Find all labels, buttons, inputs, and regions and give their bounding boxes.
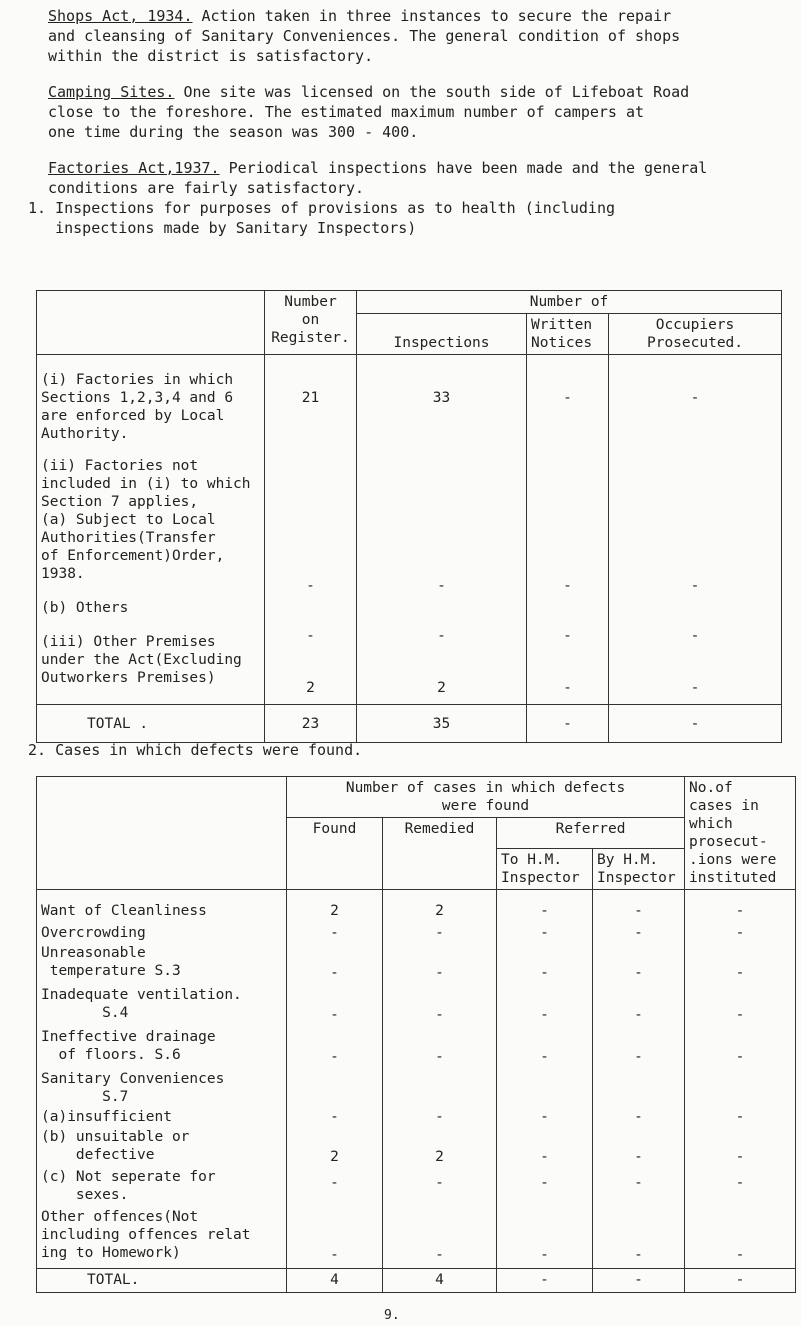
table2-cell: - — [330, 1175, 339, 1191]
table2-cell: - — [540, 903, 549, 919]
section-1-heading: 1. Inspections for purposes of provisions as to health (including inspections made by Sanitary Inspectors) — [28, 199, 615, 237]
table2-header-referred: Referred — [497, 818, 685, 849]
table1-row-labels — [37, 355, 265, 705]
table2-cell — [689, 1070, 791, 1108]
table2-total-by-hm: - — [593, 1269, 685, 1293]
table2-cell: - — [330, 925, 339, 941]
table2-cell: - — [330, 1109, 339, 1125]
table2-header-number-of-cases: Number of cases in which defects were found — [287, 777, 685, 818]
table2-cell: - — [735, 1149, 745, 1165]
table1-cell: - — [690, 628, 700, 644]
table2-cell: - — [735, 925, 745, 941]
table1-cell: - — [690, 390, 700, 406]
table1-cell: - — [437, 578, 446, 594]
table2-row-label: Other offences(Not including offences relat ing to Homework) — [41, 1209, 251, 1261]
table2-row-label: Ineffective drainage of floors. S.6 — [41, 1029, 216, 1063]
camping-sites-paragraph — [48, 82, 788, 142]
table2-row-labels — [37, 890, 287, 1269]
table1-cell: - — [563, 390, 572, 406]
table2-header-remedied: Remedied — [383, 818, 497, 890]
table2-cell: - — [330, 1049, 339, 1065]
table2-total-to-hm: - — [497, 1269, 593, 1293]
table2-header-found: Found — [287, 818, 383, 890]
table2-cell: - — [540, 1007, 549, 1023]
factories-act-paragraph — [48, 158, 788, 198]
shops-act-text: Action taken in three instances to secure the repair and cleansing of Sanitary Conveniences. The general condition of shops within the district is satisfactory. — [48, 7, 681, 65]
table2-row-label: (c) Not seperate for sexes. — [41, 1169, 216, 1203]
table2-cell: 2 — [330, 903, 339, 919]
table2-row-label: Inadequate ventilation. S.4 — [41, 987, 242, 1021]
table2-row-label: Sanitary Conveniences S.7 — [41, 1071, 225, 1105]
table1-cell: - — [690, 680, 700, 696]
table2-cell: 2 — [330, 1149, 339, 1165]
table2-row-label: Unreasonable temperature S.3 — [41, 945, 181, 979]
section-2-heading: 2. Cases in which defects were found. — [28, 741, 363, 759]
table1-row-label: (iii) Other Premises under the Act(Excluding Outworkers Premises) — [41, 634, 242, 686]
table2-row-label: Want of Cleanliness — [41, 903, 207, 919]
table1-header-register: Number on Register. — [265, 291, 357, 355]
table1-row-label: (b) Others — [41, 600, 129, 616]
table2-cell: 2 — [435, 903, 444, 919]
table2-cell: - — [735, 1109, 745, 1125]
table2-cell: - — [735, 1007, 745, 1023]
table2-cell: - — [435, 1049, 444, 1065]
table2-cell: - — [634, 925, 643, 941]
table1-header-occupiers-prosecuted: Occupiers Prosecuted. — [609, 314, 782, 355]
table2-row-label: Overcrowding — [41, 925, 146, 941]
table2-col-found — [287, 890, 383, 1269]
inspections-table — [36, 290, 782, 743]
table2-cell: - — [435, 965, 444, 981]
table2-header-to-hm: To H.M. Inspector — [497, 849, 593, 890]
table2-total-label: TOTAL. — [37, 1269, 287, 1293]
table2-cell — [291, 1070, 378, 1108]
table2-row-label: (a)insufficient — [41, 1109, 172, 1125]
table1-cell: 33 — [432, 390, 451, 406]
page-number: 9. — [384, 1308, 400, 1323]
table2-cell: - — [735, 965, 745, 981]
table2-cell — [501, 1070, 588, 1108]
table1-cell: 21 — [301, 390, 320, 406]
table1-total-inspections: 35 — [357, 705, 527, 743]
table2-col-remedied — [383, 890, 497, 1269]
table2-cell: - — [540, 1175, 549, 1191]
table2-cell: - — [634, 1007, 643, 1023]
table2-cell: - — [634, 1109, 643, 1125]
table2-col-prosecutions — [685, 890, 796, 1269]
table1-cell: - — [306, 578, 315, 594]
table2-cell: - — [634, 1049, 643, 1065]
table2-cell — [387, 1070, 492, 1108]
table1-col-prosecuted — [609, 355, 782, 705]
table2-cell: - — [540, 1049, 549, 1065]
table2-cell: - — [435, 1007, 444, 1023]
table2-cell: - — [634, 1175, 643, 1191]
table2-cell: - — [735, 903, 745, 919]
table1-header-blank — [37, 291, 265, 355]
camping-sites-text: One site was licensed on the south side of Lifeboat Road close to the foreshore. The estimated maximum number of campers at one time during the season was 300 - 400. — [48, 83, 690, 141]
table2-cell: - — [634, 1247, 643, 1263]
table2-cell: - — [540, 965, 549, 981]
table2-cell: - — [435, 1109, 444, 1125]
camping-sites-title: Camping Sites. — [48, 83, 175, 101]
table2-header-by-hm: By H.M. Inspector — [593, 849, 685, 890]
table2-cell: - — [435, 925, 444, 941]
table2-cell: - — [634, 1149, 643, 1165]
defects-table — [36, 776, 796, 1293]
table1-cell: - — [563, 578, 572, 594]
factories-act-title: Factories Act,1937. — [48, 159, 220, 177]
table2-row-label: (b) unsuitable or defective — [41, 1129, 190, 1163]
table1-cell: 2 — [437, 680, 446, 696]
table2-cell: - — [735, 1247, 745, 1263]
factories-act-text: Periodical inspections have been made and the general conditions are fairly satisfactory. — [48, 159, 708, 197]
table1-cell: - — [690, 578, 700, 594]
table2-cell: - — [634, 965, 643, 981]
table2-cell: - — [735, 1049, 745, 1065]
table2-cell: - — [330, 1247, 339, 1263]
table1-cell: - — [563, 680, 572, 696]
table1-cell: - — [563, 628, 572, 644]
table2-cell: - — [540, 1109, 549, 1125]
table2-cell — [597, 1070, 680, 1108]
table1-row-label: (i) Factories in which Sections 1,2,3,4 and 6 are enforced by Local Authority. — [41, 372, 234, 442]
table2-cell: - — [735, 1175, 745, 1191]
table2-col-by-hm — [593, 890, 685, 1269]
table1-total-prosecuted: - — [609, 705, 782, 743]
table1-total-register: 23 — [265, 705, 357, 743]
table1-col-notices — [527, 355, 609, 705]
table2-cell: - — [435, 1247, 444, 1263]
table2-cell: - — [540, 925, 549, 941]
table1-cell: - — [306, 628, 315, 644]
table2-cell: - — [330, 1007, 339, 1023]
table2-cell: - — [435, 1175, 444, 1191]
table2-cell: - — [540, 1149, 549, 1165]
table1-row-label: (ii) Factories not included in (i) to which Section 7 applies, (a) Subject to Local Authorities(Transfer of Enforcement)Order, 1938. — [41, 458, 251, 582]
table2-total-remedied: 4 — [383, 1269, 497, 1293]
table1-col-inspections — [357, 355, 527, 705]
table1-cell: - — [437, 628, 446, 644]
table2-total-found: 4 — [287, 1269, 383, 1293]
table2-cell: - — [540, 1247, 549, 1263]
table2-cell: - — [330, 965, 339, 981]
table2-cell: 2 — [435, 1149, 444, 1165]
shops-act-title: Shops Act, 1934. — [48, 7, 193, 25]
table2-header-blank — [37, 777, 287, 890]
table1-col-register — [265, 355, 357, 705]
table1-header-inspections: Inspections — [357, 314, 527, 355]
table1-cell: 2 — [306, 680, 315, 696]
shops-act-paragraph — [48, 6, 788, 66]
table1-header-written-notices: Written Notices — [527, 314, 609, 355]
table1-total-label: TOTAL . — [37, 705, 265, 743]
table1-total-notices: - — [527, 705, 609, 743]
table2-total-prosecutions: - — [685, 1269, 796, 1293]
table2-cell: - — [634, 903, 643, 919]
table1-header-number-of: Number of — [357, 291, 782, 314]
table2-col-to-hm — [497, 890, 593, 1269]
table2-header-prosecutions: No.of cases in which prosecut- .ions were instituted — [685, 777, 796, 890]
